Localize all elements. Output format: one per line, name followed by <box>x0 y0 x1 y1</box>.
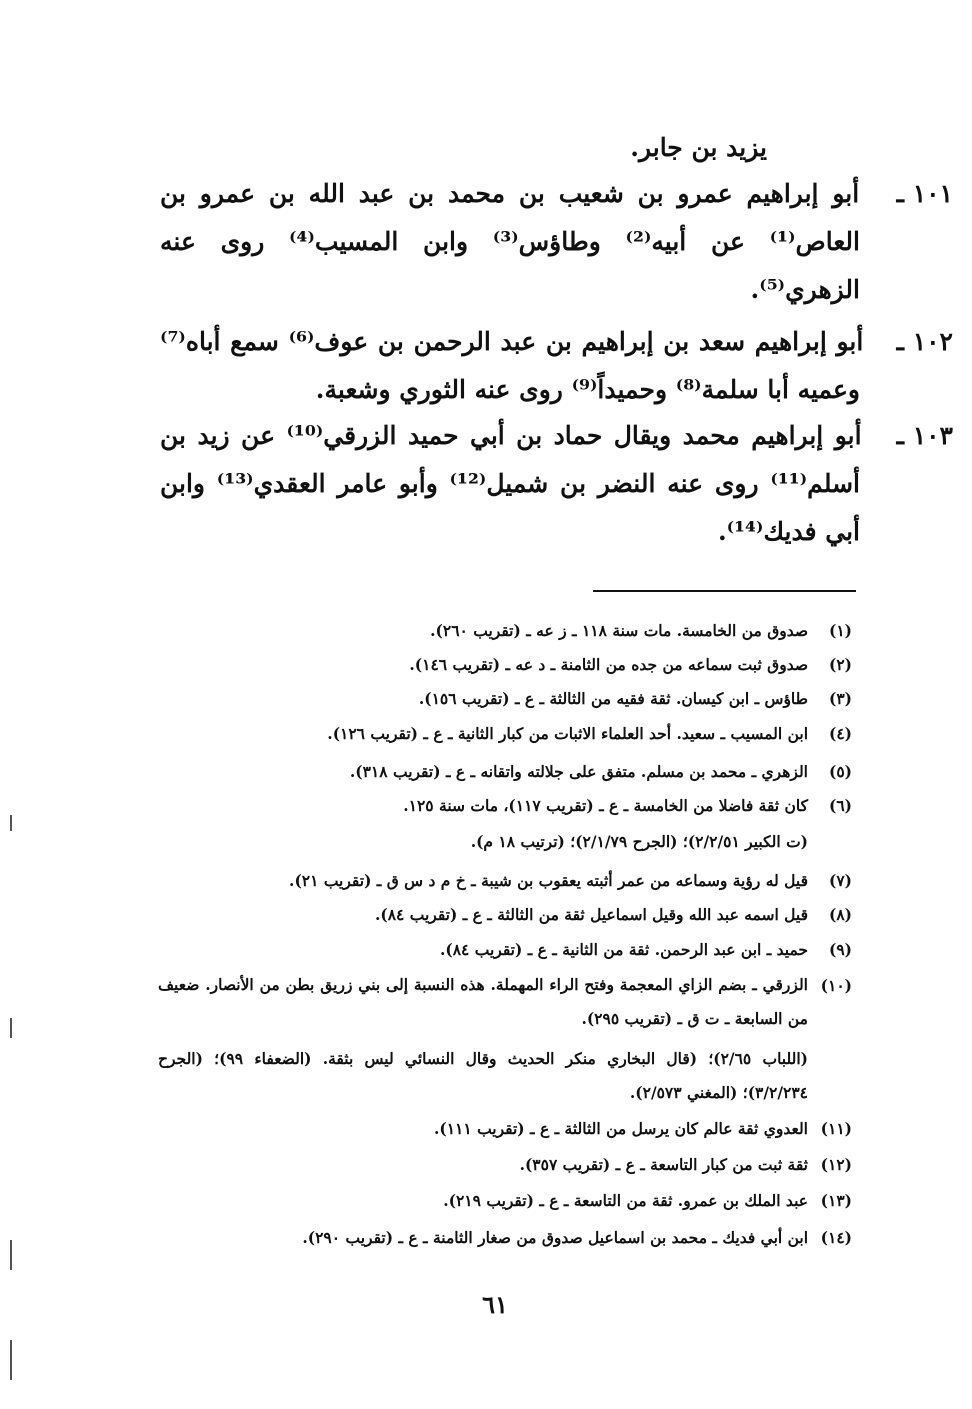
footnote-text: ابن المسيب ـ سعيد. أحد العلماء الاثبات من كبار الثانية ـ ع ـ (تقريب ١٢٦). <box>327 724 808 743</box>
footnote-number: (٤) <box>828 724 852 743</box>
entry-text: أبو إبراهيم سعد بن إبراهيم بن عبد الرحمن بن عوف⁽⁶⁾ سمع أباه⁽⁷⁾ وعميه أبا سلمة⁽⁸⁾ وحميداً⁽⁹⁾ روى عنه الثوري وشعبة. <box>160 327 864 404</box>
footnote-text: قيل له رؤية وسماعه من عمر أثبته يعقوب بن شيبة ـ خ م د س ق ـ (تقريب ٢١). <box>289 871 808 890</box>
footnote-text: صدوق من الخامسة. مات سنة ١١٨ ـ ز عه ـ (تقريب ٢٦٠). <box>430 621 808 640</box>
entry-101 <box>160 170 953 314</box>
footnote-text: العدوي ثقة عالم كان يرسل من الثالثة ـ ع ـ (تقريب ١١١). <box>433 1119 808 1138</box>
footnote-text: ابن أبي فديك ـ محمد بن اسماعيل صدوق من صغار الثامنة ـ ع ـ (تقريب ٢٩٠). <box>302 1228 808 1247</box>
scan-mark <box>10 1340 12 1380</box>
footnote-text: ثقة ثبت من كبار التاسعة ـ ع ـ (تقريب ٣٥٧). <box>519 1155 808 1174</box>
footnote-number: (١٢) <box>820 1155 852 1174</box>
footnote-number: (٨) <box>828 905 852 924</box>
footnote-number: (١٣) <box>820 1191 852 1210</box>
footnote-number: (٦) <box>828 796 852 815</box>
footnote-text: صدوق ثبت سماعه من جده من الثامنة ـ د عه ـ (تقريب ١٤٦). <box>409 655 808 674</box>
entry-102 <box>160 318 953 414</box>
entry-number: ١٠٣ ـ <box>896 421 953 450</box>
footnote-number: (٣) <box>828 689 852 708</box>
entry-number: ١٠١ ـ <box>896 179 953 208</box>
footnote-number: (٢) <box>828 655 852 674</box>
footnote-10-continuation: (اللباب ٢/٦٥)؛ (قال البخاري منكر الحديث وقال النسائي ليس بثقة. (الضعفاء ٩٩)؛ (الجرح ٣/٢/٢٣٤)؛ (المغني ٢/٥٧٣). <box>158 1049 808 1102</box>
footnote-text: حميد ـ ابن عبد الرحمن. ثقة من الثانية ـ ع ـ (تقريب ٨٤). <box>439 940 808 959</box>
footnote-number: (١) <box>828 621 852 640</box>
scan-mark <box>10 815 12 831</box>
footnote-6-continuation: (ت الكبير ٢/٢/٥١)؛ (الجرح ٢/١/٧٩)؛ (ترتيب ١٨ م). <box>470 832 808 851</box>
footnote-number: (١٠) <box>820 976 852 995</box>
footnote-text: طاؤس ـ ابن كيسان. ثقة فقيه من الثالثة ـ ع ـ (تقريب ١٥٦). <box>418 689 808 708</box>
scan-mark <box>10 1018 12 1038</box>
footnote-text: قيل اسمه عبد الله وقيل اسماعيل ثقة من الثالثة ـ ع ـ (تقريب ٨٤). <box>374 905 808 924</box>
footnote-text: كان ثقة فاضلا من الخامسة ـ ع ـ (تقريب ١١٧)، مات سنة ١٢٥. <box>403 796 808 815</box>
footnote-number: (٩) <box>828 940 852 959</box>
page-number: ٦١ <box>482 1290 508 1319</box>
footnote-text: الزهري ـ محمد بن مسلم. متفق على جلالته واتقانه ـ ع ـ (تقريب ٣١٨). <box>349 762 808 781</box>
footnote-divider <box>593 590 856 592</box>
entry-number: ١٠٢ ـ <box>896 327 953 356</box>
scan-mark <box>10 1240 12 1270</box>
entry-text: أبو إبراهيم عمرو بن شعيب بن محمد بن عبد الله بن عمرو بن العاص⁽¹⁾ عن أبيه⁽²⁾ وطاؤس⁽³⁾ وابن المسيب⁽⁴⁾ روى عنه الزهري⁽⁵⁾. <box>160 179 860 304</box>
entry-103 <box>160 412 953 556</box>
intro-line: يزيد بن جابر. <box>630 133 767 162</box>
footnote-number: (٧) <box>828 871 852 890</box>
footnote-number: (١٤) <box>820 1228 852 1247</box>
footnote-text: عبد الملك بن عمرو. ثقة من التاسعة ـ ع ـ (تقريب ٢١٩). <box>443 1191 808 1210</box>
entry-text: أبو إبراهيم محمد ويقال حماد بن أبي حميد الزرقي⁽¹⁰⁾ عن زيد بن أسلم⁽¹¹⁾ روى عنه النضر بن شميل⁽¹²⁾ وأبو عامر العقدي⁽¹³⁾ وابن أبي فديك⁽¹⁴⁾. <box>160 421 862 546</box>
footnote-10-text: الزرقي ـ بضم الزاي المعجمة وفتح الراء المهملة. هذه النسبة إلى بني زريق بطن من الأنصار. ضعيف من السابعة ـ ت ق ـ (تقريب ٢٩٥). <box>158 975 808 1028</box>
footnote-number: (١١) <box>820 1119 852 1138</box>
footnote-number: (٥) <box>828 762 852 781</box>
